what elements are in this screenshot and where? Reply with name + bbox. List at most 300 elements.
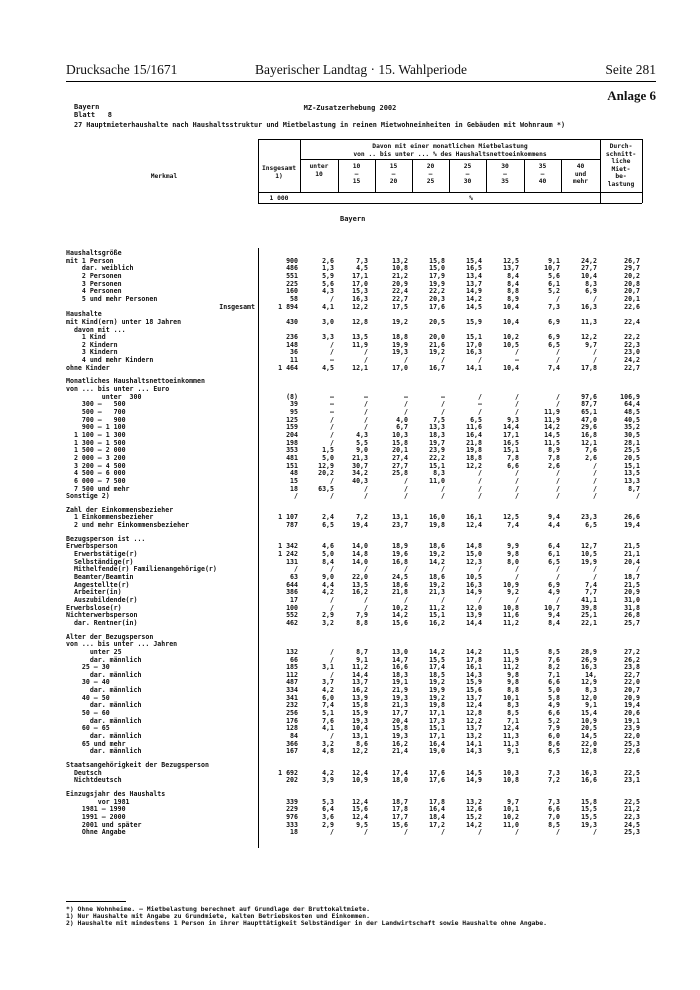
cell-value: / — [556, 400, 560, 409]
cell-value: / — [404, 828, 408, 837]
cell-value: 198 — [286, 438, 298, 447]
cell-value: 6,5 — [322, 521, 334, 530]
table-title: 27 Hauptmieterhaushalte nach Haushaltsstruktur und Mietbelastung in reinen Mietwohneinheiten in Gebäuden mit Wohnraum *) — [74, 121, 566, 129]
cell-value: 16,5 — [466, 264, 482, 273]
cell-value: / — [330, 647, 334, 656]
row-label: Zahl der Einkommensbezieher — [66, 505, 174, 514]
cell-value: / — [404, 400, 408, 409]
cell-value: / — [441, 400, 445, 409]
cell-value: 202 — [286, 776, 298, 785]
cell-value: / — [556, 828, 560, 837]
cell-value: 15,8 — [581, 797, 597, 806]
cell-value: 12,4 — [503, 724, 519, 733]
row-label: Erwerbsperson — [66, 542, 118, 551]
cell-value: 17,3 — [429, 716, 445, 725]
cell-value: 2,6 — [585, 453, 597, 462]
cell-value: 20,1 — [624, 294, 640, 303]
row-label: dar. Rentner(in) — [66, 618, 138, 627]
cell-value: 17,1 — [429, 732, 445, 740]
cell-value: 14,8 — [352, 550, 368, 559]
cell-value: 8,9 — [507, 294, 519, 303]
row-label: 65 und mehr — [66, 739, 126, 748]
cell-value: 9,1 — [507, 747, 519, 756]
cell-value: 7,1 — [507, 716, 519, 725]
cell-value: 232 — [286, 701, 298, 710]
cell-value: 6,1 — [548, 550, 560, 559]
cell-value: 27,4 — [392, 453, 408, 462]
cell-value: 11,9 — [503, 655, 519, 664]
cell-value: 17,9 — [429, 271, 445, 280]
cell-value: 26,7 — [624, 256, 640, 265]
cell-value: 15,9 — [466, 317, 482, 326]
cell-value: 19,9 — [429, 686, 445, 695]
cell-value: 23,8 — [624, 663, 640, 672]
cell-value: 7,0 — [548, 812, 560, 821]
row-label: Arbeiter(in) — [66, 588, 122, 597]
cell-value: 16,6 — [392, 663, 408, 672]
cell-value: / — [330, 476, 334, 485]
cell-value: 7,6 — [585, 446, 597, 455]
cell-value: 8,5 — [507, 709, 519, 718]
cell-value: / — [330, 340, 334, 349]
cell-value: 16,1 — [466, 513, 482, 522]
cell-value: 17,1 — [503, 430, 519, 439]
row-label: Haushaltsgröße — [66, 249, 122, 257]
cell-value: 15,9 — [466, 678, 482, 687]
cell-value: 13,7 — [466, 724, 482, 733]
cell-value: / — [556, 595, 560, 604]
cell-value: 8,3 — [585, 686, 597, 695]
cell-value: 9,1 — [548, 256, 560, 265]
cell-value: 15,8 — [392, 438, 408, 447]
rule-v — [338, 159, 339, 192]
row-label: 1981 – 1990 — [66, 805, 126, 814]
cell-value: / — [441, 828, 445, 837]
cell-value: / — [636, 492, 640, 501]
cell-value: 17,0 — [352, 279, 368, 288]
cell-value: 15,8 — [429, 256, 445, 265]
row-label: dar. männlich — [66, 747, 142, 756]
cell-value: 8,3 — [585, 279, 597, 288]
cell-value: 21,1 — [624, 550, 640, 559]
cell-value: / — [593, 476, 597, 485]
cell-value: – — [404, 392, 408, 401]
cell-value: 17,8 — [581, 363, 597, 372]
cell-value: 8,2 — [548, 663, 560, 672]
cell-value: 17,5 — [392, 302, 408, 311]
cell-value: 1 894 — [278, 302, 298, 311]
cell-value: 18,5 — [429, 670, 445, 679]
cell-value: 132 — [286, 647, 298, 656]
cell-value: 14,5 — [544, 430, 560, 439]
cell-value: 10,9 — [352, 776, 368, 785]
rule-v — [449, 159, 450, 192]
header-bin: 15 – 20 — [389, 163, 398, 185]
rule-v — [524, 159, 525, 192]
cell-value: 19,7 — [429, 438, 445, 447]
cell-value: – — [330, 392, 334, 401]
cell-value: 12,1 — [581, 438, 597, 447]
cell-value: 9,8 — [507, 550, 519, 559]
cell-value: 30,5 — [624, 430, 640, 439]
cell-value: 16,6 — [581, 776, 597, 785]
cell-value: 36 — [290, 348, 298, 357]
table-row — [0, 364, 700, 372]
cell-value: 16,3 — [581, 302, 597, 311]
cell-value: 12,3 — [466, 557, 482, 566]
cell-value: / — [330, 603, 334, 612]
cell-value: 21,2 — [392, 271, 408, 280]
cell-value: / — [478, 484, 482, 493]
cell-value: 6,9 — [585, 287, 597, 296]
table-row — [0, 521, 700, 529]
cell-value: 12,2 — [466, 461, 482, 470]
cell-value: 7,3 — [548, 797, 560, 806]
cell-value: 23,1 — [624, 776, 640, 785]
rule-davon — [300, 159, 600, 160]
cell-value: 13,1 — [352, 732, 368, 740]
row-label: 3 Kindern — [66, 348, 118, 357]
row-label: 3 200 – 4 500 — [66, 461, 126, 470]
cell-value: 176 — [286, 716, 298, 725]
cell-value: 14,8 — [466, 542, 482, 551]
cell-value: 7,4 — [507, 521, 519, 530]
cell-value: 21,3 — [429, 588, 445, 597]
cell-value: 10,9 — [503, 580, 519, 589]
row-label: 5 und mehr Personen — [66, 294, 158, 303]
cell-value: / — [593, 294, 597, 303]
cell-value: / — [404, 408, 408, 416]
cell-value: 225 — [286, 279, 298, 288]
cell-value: 20,4 — [392, 716, 408, 725]
cell-value: 9,9 — [507, 542, 519, 551]
cell-value: 12,2 — [581, 333, 597, 342]
cell-value: 11,0 — [429, 476, 445, 485]
cell-value: / — [330, 670, 334, 679]
cell-value: 10,4 — [503, 302, 519, 311]
cell-value: 8,0 — [507, 557, 519, 566]
unit-percent: % — [469, 195, 473, 202]
cell-value: 22,2 — [429, 453, 445, 462]
row-label: Auszubildende(r) — [66, 595, 138, 604]
header-merkmal: Merkmal — [150, 173, 178, 180]
cell-value: 29,7 — [624, 264, 640, 273]
cell-value: 24,2 — [581, 256, 597, 265]
cell-value: 15,5 — [581, 805, 597, 814]
cell-value: / — [515, 469, 519, 478]
cell-value: 19,4 — [624, 521, 640, 530]
cell-value: 7,4 — [322, 701, 334, 710]
cell-value: 7,6 — [322, 716, 334, 725]
cell-value: / — [515, 400, 519, 409]
row-label: 2 und mehr Einkommensbezieher — [66, 521, 190, 530]
cell-value: 6,5 — [470, 415, 482, 424]
header-bin: 25 – 30 — [463, 163, 472, 185]
cell-value: 6,1 — [548, 279, 560, 288]
cell-value: 19,2 — [429, 693, 445, 702]
cell-value: 12,0 — [466, 603, 482, 612]
cell-value: / — [364, 828, 368, 837]
cell-value: / — [441, 408, 445, 416]
cell-value: 7,8 — [548, 453, 560, 462]
cell-value: / — [478, 356, 482, 365]
row-label: davon mit ... — [66, 325, 126, 334]
cell-value: / — [441, 565, 445, 574]
footnote-3: 2) Haushalte mit mindestens 1 Person in ihrer Haupttätigkeit Selbständiger in der Landwirtschaft sowie Haushalte ohne Angabe. — [66, 919, 547, 927]
cell-value: / — [515, 492, 519, 501]
cell-value: 15,1 — [429, 461, 445, 470]
cell-value: / — [478, 469, 482, 478]
cell-value: 13,9 — [466, 611, 482, 620]
cell-value: 7,9 — [356, 611, 368, 620]
cell-value: 8,4 — [507, 279, 519, 288]
cell-value: 9,8 — [507, 678, 519, 687]
cell-value: 13,1 — [392, 513, 408, 522]
cell-value: / — [441, 484, 445, 493]
cell-value: 26,9 — [581, 655, 597, 664]
cell-value: 9,0 — [322, 573, 334, 581]
cell-value: 22,6 — [624, 302, 640, 311]
cell-value: 8,6 — [356, 739, 368, 748]
cell-value: 19,6 — [392, 550, 408, 559]
cell-value: 481 — [286, 453, 298, 462]
row-label: dar. männlich — [66, 716, 142, 725]
cell-value: 4,0 — [396, 415, 408, 424]
rule-units — [258, 192, 642, 193]
cell-value: 17,1 — [429, 709, 445, 718]
cell-value: 14,9 — [466, 588, 482, 597]
header-insgesamt: Insgesamt 1) — [261, 165, 297, 180]
section-label: Bayern — [340, 215, 366, 223]
cell-value: 12,7 — [581, 542, 597, 551]
header-average: Durch- schnitt- liche Miet- be- lastung — [605, 143, 637, 188]
cell-value: 11,2 — [352, 663, 368, 672]
cell-value: 16,8 — [392, 557, 408, 566]
cell-value: 900 — [286, 256, 298, 265]
header-rule — [66, 81, 656, 82]
cell-value: 4,4 — [548, 521, 560, 530]
cell-value: / — [593, 565, 597, 574]
cell-value: / — [330, 655, 334, 664]
cell-value: 25,3 — [624, 739, 640, 748]
cell-value: 13,5 — [624, 469, 640, 478]
cell-value: 7,2 — [548, 776, 560, 785]
cell-value: 28,1 — [624, 438, 640, 447]
page-header — [66, 62, 656, 80]
cell-value: 10,4 — [581, 271, 597, 280]
cell-value: 14,2 — [466, 294, 482, 303]
cell-value: 8,7 — [628, 484, 640, 493]
cell-value: 10,5 — [466, 573, 482, 581]
cell-value: 14,2 — [429, 647, 445, 656]
row-label: 1 Einkommensbezieher — [66, 513, 154, 522]
cell-value: – — [441, 392, 445, 401]
cell-value: 19,3 — [392, 732, 408, 740]
cell-value: 333 — [286, 820, 298, 829]
cell-value: 341 — [286, 693, 298, 702]
cell-value: 13,2 — [466, 797, 482, 806]
row-label: 3 Personen — [66, 279, 122, 288]
row-label: 700 – 900 — [66, 415, 126, 424]
cell-value: 9,8 — [507, 670, 519, 679]
row-label: 4 und mehr Kindern — [66, 356, 154, 365]
cell-value: 10,4 — [352, 724, 368, 733]
cell-value: 9,0 — [356, 446, 368, 455]
cell-value: 4,2 — [322, 588, 334, 597]
cell-value: / — [364, 565, 368, 574]
header-bin: 40 und mehr — [572, 163, 589, 185]
cell-value: 22,1 — [581, 618, 597, 627]
cell-value: 10,7 — [544, 264, 560, 273]
cell-value: 6,6 — [507, 461, 519, 470]
cell-value: / — [330, 565, 334, 574]
cell-value: 15 — [290, 476, 298, 485]
cell-value: 8,4 — [322, 557, 334, 566]
cell-value: 4,9 — [548, 588, 560, 597]
cell-value: 10,4 — [503, 363, 519, 372]
cell-value: 12,8 — [466, 709, 482, 718]
cell-value: 40,3 — [352, 476, 368, 485]
cell-value: 18,4 — [429, 812, 445, 821]
row-label: 2001 und später — [66, 820, 142, 829]
cell-value: 17,0 — [466, 340, 482, 349]
cell-value: 22,3 — [624, 812, 640, 821]
row-label: Beamter/Beamtin — [66, 573, 134, 581]
cell-value: 15,2 — [466, 812, 482, 821]
cell-value: 10,2 — [392, 603, 408, 612]
cell-value: 23,3 — [581, 513, 597, 522]
row-label: 2 000 – 3 200 — [66, 453, 126, 462]
cell-value: 16,1 — [466, 663, 482, 672]
row-label: dar. männlich — [66, 670, 142, 679]
cell-value: 5,2 — [548, 716, 560, 725]
cell-value: / — [364, 423, 368, 432]
cell-value: 20,6 — [624, 709, 640, 718]
cell-value: 487 — [286, 678, 298, 687]
cell-value: 16,8 — [581, 430, 597, 439]
cell-value: 64,4 — [624, 400, 640, 409]
cell-value: 22,0 — [624, 678, 640, 687]
cell-value: 24,5 — [624, 820, 640, 829]
cell-value: 19,3 — [392, 693, 408, 702]
cell-value: / — [330, 732, 334, 740]
cell-value: 7,4 — [548, 363, 560, 372]
cell-value: / — [330, 294, 334, 303]
cell-value: 12,4 — [352, 768, 368, 777]
row-label: Haushalte — [66, 310, 102, 319]
cell-value: 16,2 — [429, 618, 445, 627]
cell-value: 10,1 — [503, 693, 519, 702]
cell-value: / — [478, 565, 482, 574]
cell-value: 353 — [286, 446, 298, 455]
cell-value: 40,5 — [624, 415, 640, 424]
cell-value: / — [556, 484, 560, 493]
cell-value: 5,6 — [548, 271, 560, 280]
row-label: 30 – 40 — [66, 678, 110, 687]
cell-value: 11,5 — [503, 647, 519, 656]
cell-value: 160 — [286, 287, 298, 296]
cell-value: / — [515, 348, 519, 357]
cell-value: 22,3 — [624, 340, 640, 349]
cell-value: 16,5 — [503, 438, 519, 447]
cell-value: / — [364, 603, 368, 612]
cell-value: 25,1 — [581, 611, 597, 620]
cell-value: 17,7 — [392, 709, 408, 718]
cell-value: / — [593, 573, 597, 581]
cell-value: 4,3 — [356, 430, 368, 439]
cell-value: 20,4 — [624, 557, 640, 566]
cell-value: 16,0 — [429, 513, 445, 522]
cell-value: / — [515, 595, 519, 604]
cell-value: 22,0 — [581, 739, 597, 748]
cell-value: – — [330, 408, 334, 416]
cell-value: 976 — [286, 812, 298, 821]
cell-value: 9,5 — [356, 820, 368, 829]
region-label: Bayern — [74, 103, 100, 111]
cell-value: 11,0 — [503, 820, 519, 829]
cell-value: 16,3 — [581, 663, 597, 672]
header-bin: unter 10 — [309, 163, 329, 178]
cell-value: 10,4 — [503, 317, 519, 326]
cell-value: 1 242 — [278, 550, 298, 559]
table-row — [0, 619, 700, 627]
cell-value: / — [330, 828, 334, 837]
rule-v — [375, 159, 376, 192]
cell-value: / — [404, 484, 408, 493]
cell-value: 17,7 — [392, 812, 408, 821]
cell-value: – — [330, 400, 334, 409]
cell-value: 19,2 — [429, 580, 445, 589]
cell-value: 204 — [286, 430, 298, 439]
cell-value: / — [330, 423, 334, 432]
cell-value: / — [404, 476, 408, 485]
cell-value: 13,7 — [466, 693, 482, 702]
cell-value: 20,0 — [429, 333, 445, 342]
cell-value: 7,7 — [585, 588, 597, 597]
cell-value: 13,3 — [624, 476, 640, 485]
cell-value: / — [515, 484, 519, 493]
cell-value: – — [478, 400, 482, 409]
cell-value: 13,4 — [466, 271, 482, 280]
cell-value: 13,7 — [503, 264, 519, 273]
cell-value: / — [478, 492, 482, 501]
cell-value: 23,9 — [624, 724, 640, 733]
cell-value: 22,0 — [352, 573, 368, 581]
cell-value: 21,5 — [624, 580, 640, 589]
cell-value: 386 — [286, 588, 298, 597]
cell-value: 167 — [286, 747, 298, 756]
cell-value: 18 — [290, 828, 298, 837]
cell-value: 18,7 — [624, 573, 640, 581]
cell-value: 4,8 — [322, 747, 334, 756]
cell-value: 6,5 — [548, 340, 560, 349]
cell-value: 17,6 — [429, 768, 445, 777]
cell-value: 18,8 — [392, 333, 408, 342]
cell-value: 13,2 — [392, 256, 408, 265]
row-label: Ohne Angabe — [66, 828, 126, 837]
cell-value: 22,7 — [624, 363, 640, 372]
cell-value: 39 — [290, 400, 298, 409]
cell-value: 8,5 — [548, 820, 560, 829]
header-bin: 20 – 25 — [426, 163, 435, 185]
cell-value: 18,9 — [392, 542, 408, 551]
cell-value: 17,4 — [429, 663, 445, 672]
row-label: dar. männlich — [66, 732, 142, 740]
cell-value: 3,7 — [322, 678, 334, 687]
cell-value: / — [364, 492, 368, 501]
cell-value: 2,6 — [548, 461, 560, 470]
cell-value: 17,8 — [466, 655, 482, 664]
